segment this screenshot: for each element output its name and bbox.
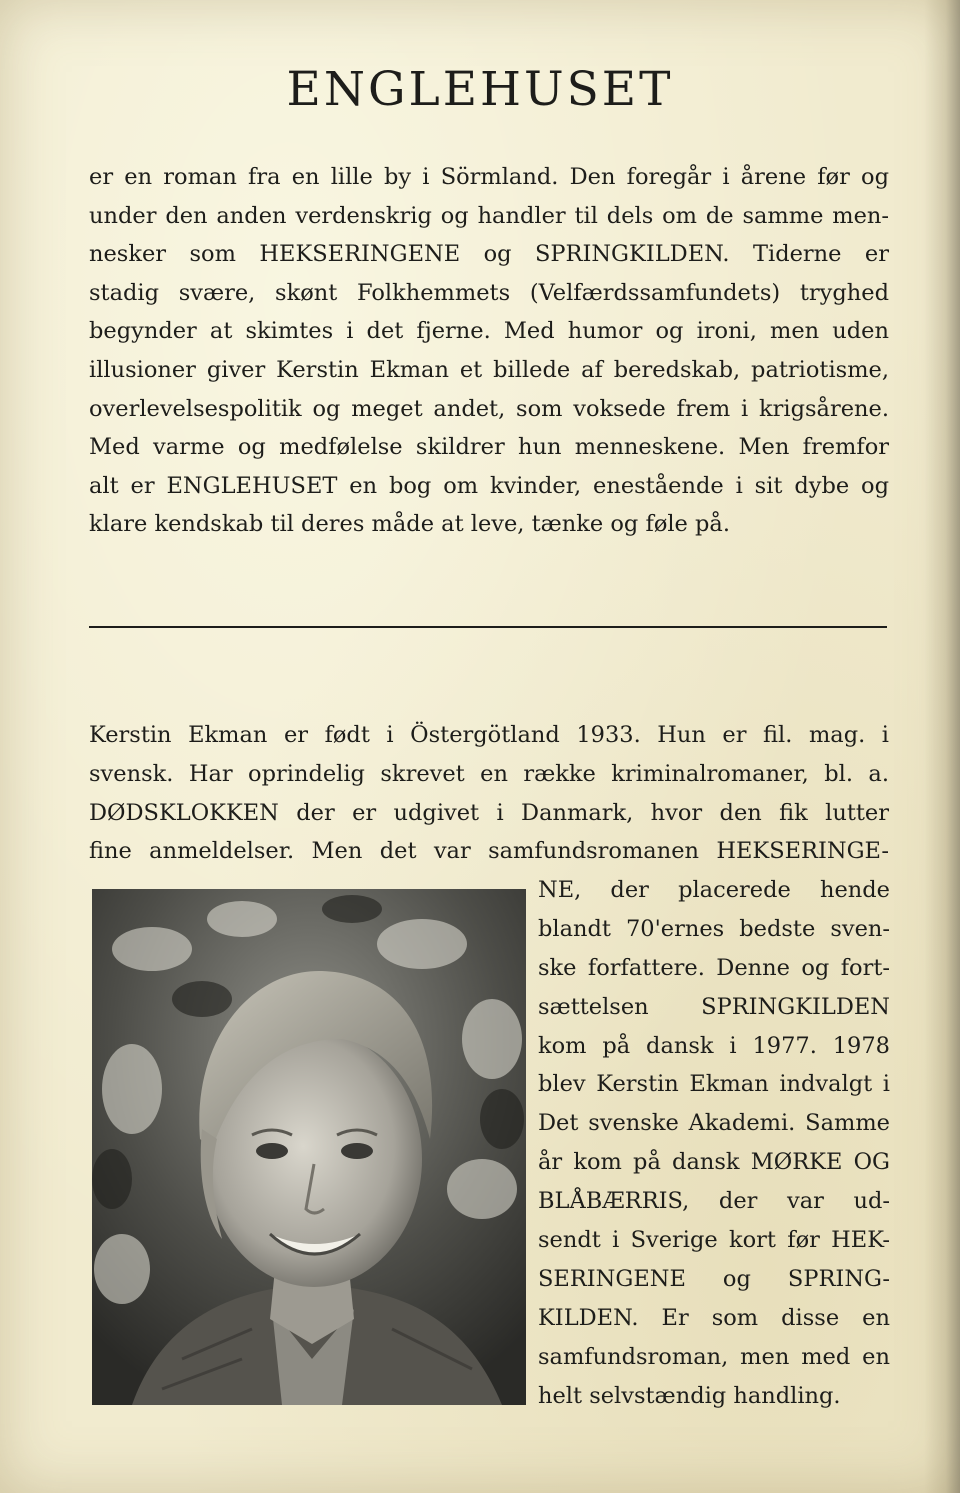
author-bio-continued xyxy=(538,871,890,1415)
description-line: Med varme og medfølelse skildrer hun menneskene. Men fremfor xyxy=(89,434,889,461)
author-portrait-image xyxy=(92,889,526,1405)
cover-edge-shadow xyxy=(924,0,960,1493)
bio-line: Det svenske Akademi. Samme xyxy=(538,1110,890,1137)
bio-line: sendt i Sverige kort før HEK- xyxy=(538,1227,890,1254)
description-line: overlevelsespolitik og meget andet, som voksede frem i krigsårene. xyxy=(89,395,889,422)
bio-line: samfundsroman, men med en xyxy=(538,1343,890,1370)
description-line: er en roman fra en lille by i Sörmland. Den foregår i årene før og xyxy=(89,164,889,190)
bio-line: helt selvstændig handling. xyxy=(538,1382,841,1409)
section-divider xyxy=(89,626,887,628)
bio-line: SERINGENE og SPRING- xyxy=(538,1265,890,1292)
author-bio xyxy=(89,716,889,871)
bio-line: ske forfattere. Denne og fort- xyxy=(538,954,890,981)
description-line: alt er ENGLEHUSET en bog om kvinder, enestående i sit dybe og xyxy=(89,472,889,499)
description-line: nesker som HEKSERINGENE og SPRINGKILDEN. Tiderne er xyxy=(89,241,889,268)
description-line: under den anden verdenskrig og handler til dels om de samme men- xyxy=(89,202,889,229)
bio-line: blev Kerstin Ekman indvalgt i xyxy=(538,1071,890,1098)
bio-line: sættelsen SPRINGKILDEN xyxy=(538,993,890,1020)
bio-line: BLÅBÆRRIS, der var ud- xyxy=(538,1188,890,1215)
description-line: begynder at skimtes i det fjerne. Med humor og ironi, men uden xyxy=(89,318,889,345)
bio-line: kom på dansk i 1977. 1978 xyxy=(538,1032,890,1059)
description-line: illusioner giver Kerstin Ekman et billede af beredskab, patriotisme, xyxy=(89,356,889,383)
bio-line: år kom på dansk MØRKE OG xyxy=(538,1149,890,1176)
bio-line: KILDEN. Er som disse en xyxy=(538,1304,890,1331)
bio-line: Kerstin Ekman er født i Östergötland 1933. Hun er fil. mag. i xyxy=(89,722,889,748)
bio-line: blandt 70'ernes bedste sven- xyxy=(538,915,890,942)
bio-line: svensk. Har oprindelig skrevet en række kriminalromaner, bl. a. xyxy=(89,760,889,787)
book-description xyxy=(89,158,889,544)
bio-line: DØDSKLOKKEN der er udgivet i Danmark, hvor den fik lutter xyxy=(89,799,889,826)
bio-line: fine anmeldelser. Men det var samfundsromanen HEKSERINGE- xyxy=(89,838,889,865)
description-line: klare kendskab til deres måde at leve, tænke og føle på. xyxy=(89,511,730,538)
description-line: stadig svære, skønt Folkhemmets (Velfærdssamfundets) tryghed xyxy=(89,279,889,306)
book-title: ENGLEHUSET xyxy=(286,62,674,117)
bio-line: NE, der placerede hende xyxy=(538,877,890,903)
author-photo xyxy=(92,889,526,1405)
